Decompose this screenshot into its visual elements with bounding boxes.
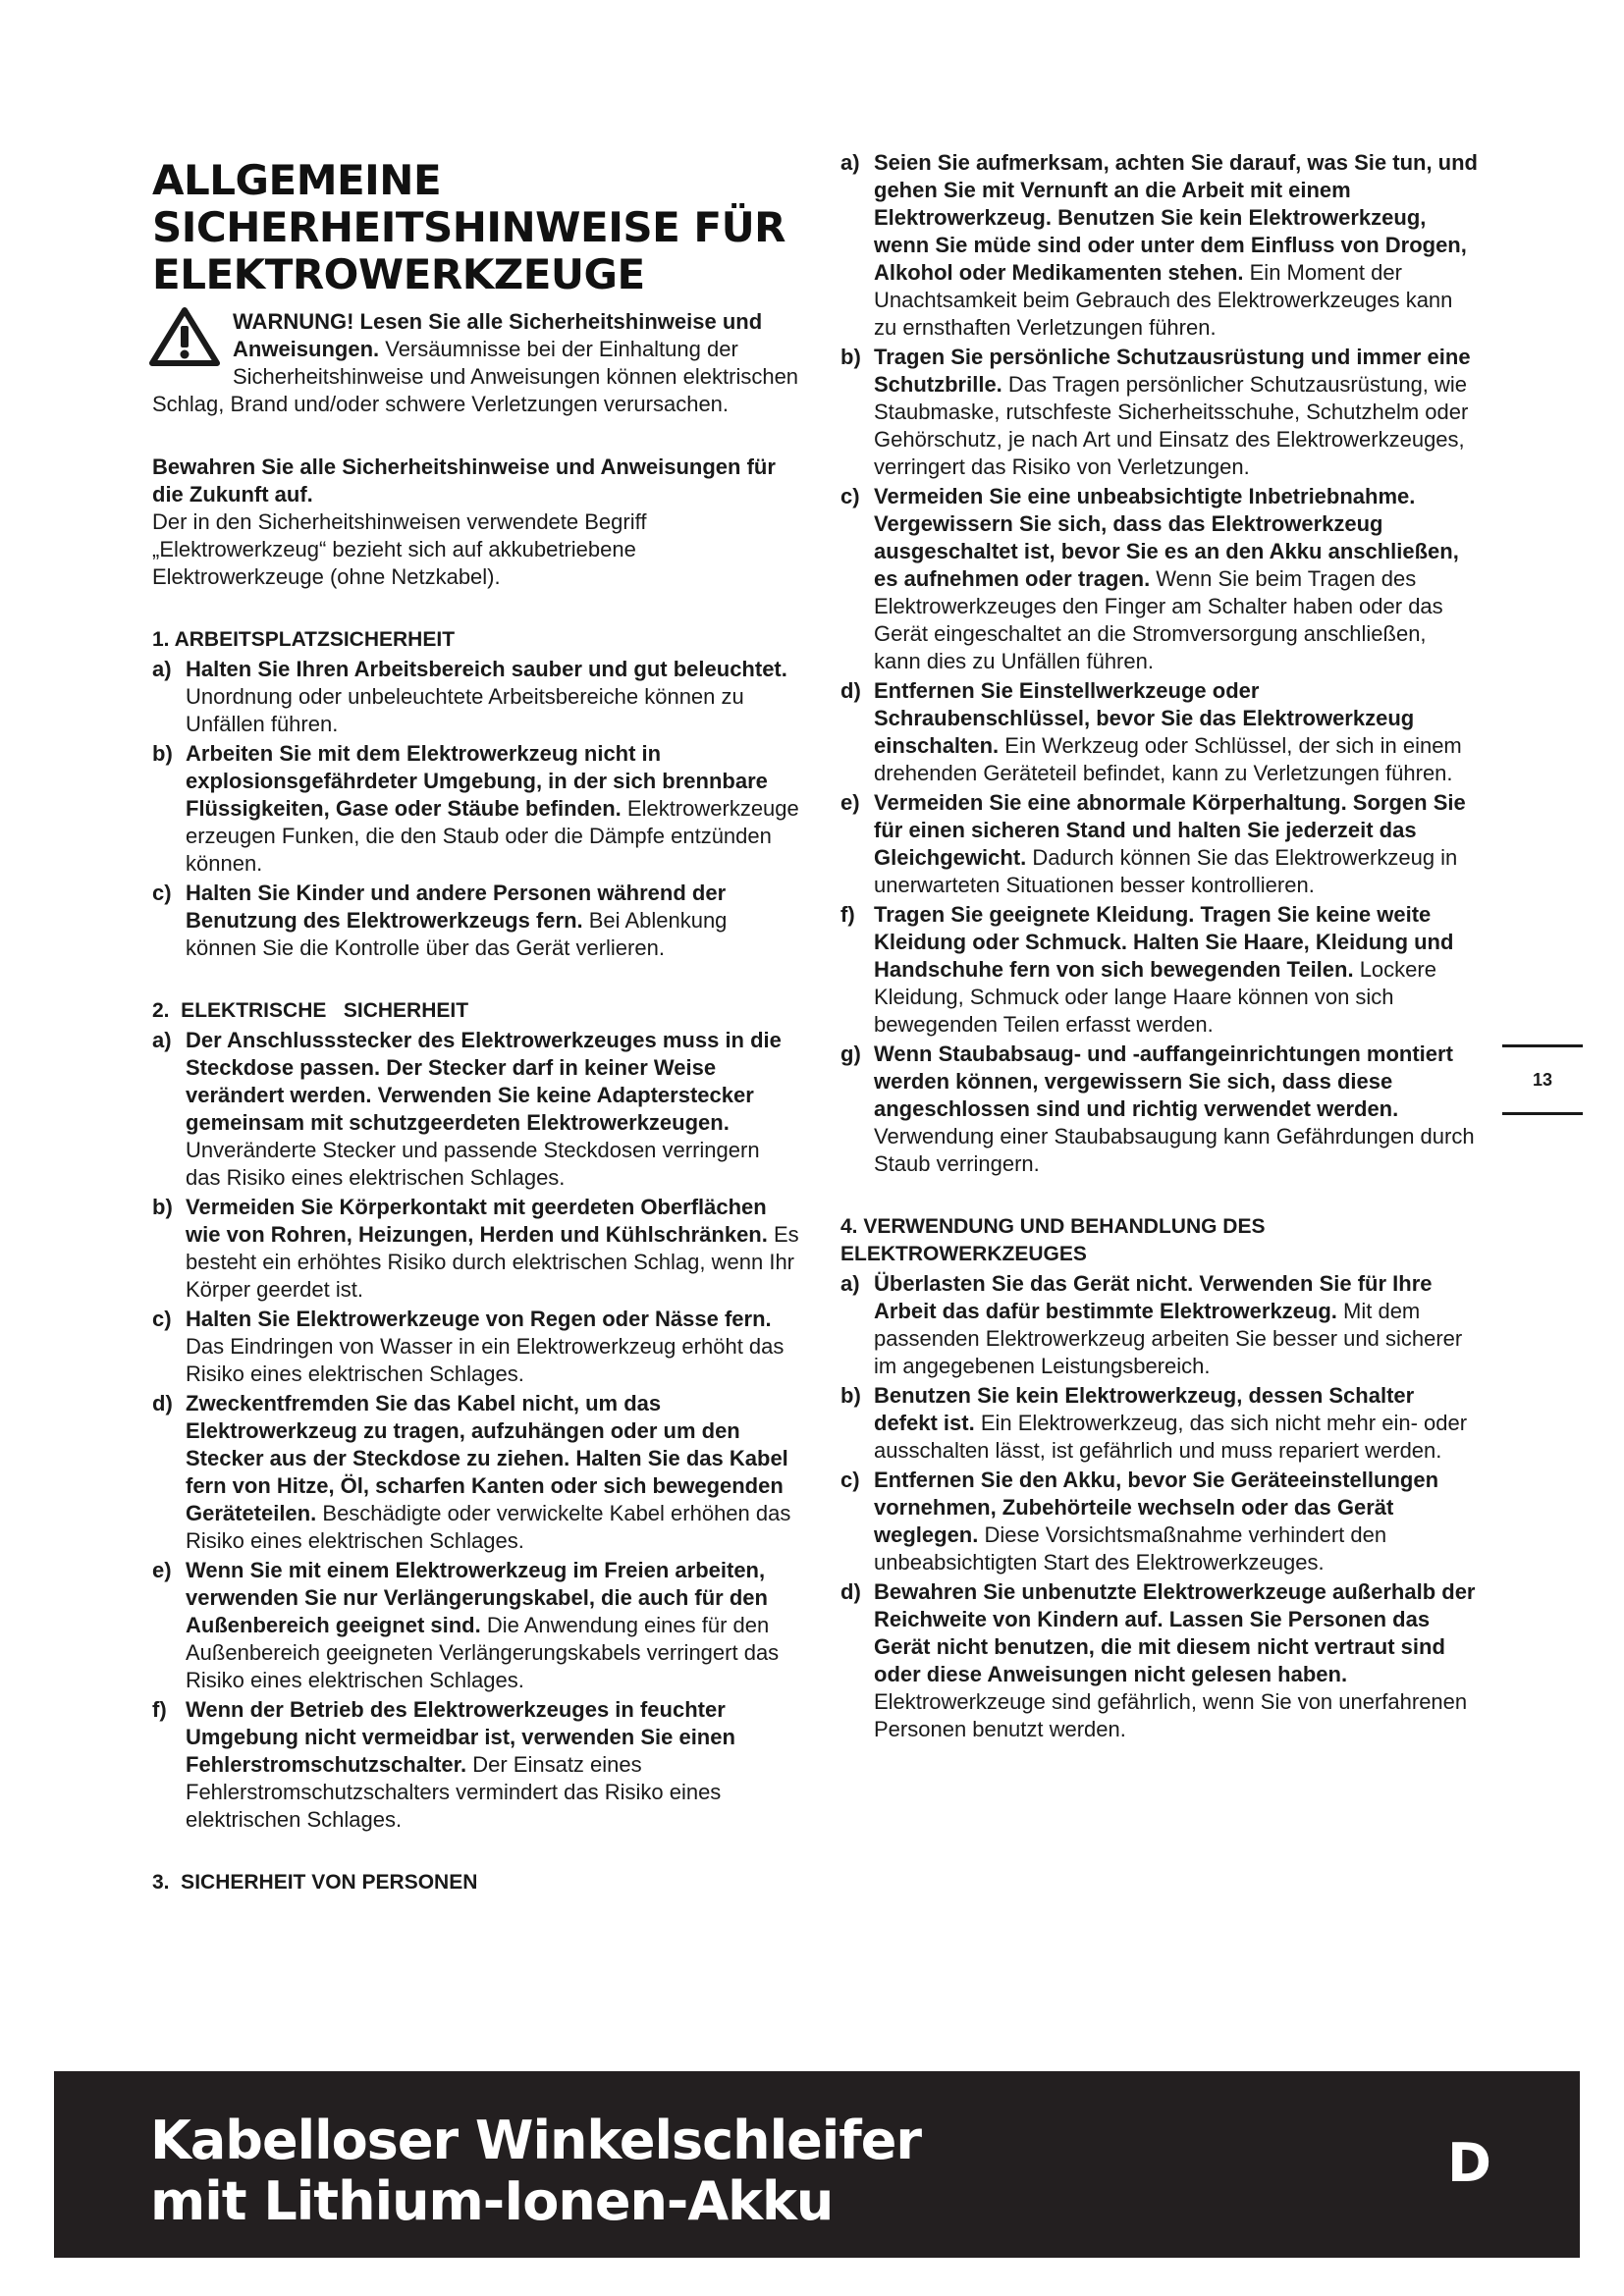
list-item xyxy=(152,656,800,738)
item-bold: Vermeiden Sie eine abnormale Körperhaltung. Sorgen Sie für einen sicheren Stand und halten Sie jederzeit das Gleichgewicht. xyxy=(874,790,1466,870)
item-text: Dadurch können Sie das Elektrowerkzeug in unerwarteten Situationen besser kontrollieren. xyxy=(874,845,1458,897)
footer-banner xyxy=(54,2071,1580,2258)
item-text: Ein Werkzeug oder Schlüssel, der sich in einem drehenden Geräteteil befindet, kann zu Verletzungen führen. xyxy=(874,733,1462,785)
list-item xyxy=(840,1041,1479,1178)
item-mark: a) xyxy=(840,150,860,175)
title-line: ALLGEMEINE xyxy=(152,156,442,204)
title-line: ELEKTROWERKZEUGE xyxy=(152,250,645,298)
item-bold: Bewahren Sie unbenutzte Elektrowerkzeuge außerhalb der Reichweite von Kindern auf. Lassen Sie Personen das Gerät nicht benutzen, die mit diesem nicht vertraut sind oder diese Anweisungen nicht gelesen haben. xyxy=(874,1579,1476,1686)
list-item xyxy=(840,1382,1479,1465)
item-bold: Halten Sie Kinder und andere Personen während der Benutzung des Elektrowerkzeugs fern. xyxy=(186,881,727,933)
item-text: Verwendung einer Staubabsaugung kann Gefährdungen durch Staub verringern. xyxy=(874,1124,1475,1176)
section-workplace-safety xyxy=(152,626,800,962)
item-bold: Wenn der Betrieb des Elektrowerkzeuges in feuchter Umgebung nicht vermeidbar ist, verwenden Sie einen Fehlerstromschutzschalter. xyxy=(186,1697,735,1777)
item-mark: a) xyxy=(152,657,172,681)
item-bold: Arbeiten Sie mit dem Elektrowerkzeug nicht in explosionsgefährdeter Umgebung, in der sich brennbare Flüssigkeiten, Gase oder Stäube befinden. xyxy=(186,741,768,821)
item-bold: Wenn Staubabsaug- und -auffangeinrichtungen montiert werden können, vergewissern Sie sich, dass diese angeschlossen sind und richtig verwendet werden. xyxy=(874,1041,1453,1121)
item-text: Es besteht ein erhöhtes Risiko durch elektrischen Schlag, wenn Ihr Körper geerdet ist. xyxy=(186,1222,799,1302)
item-text: Unveränderte Stecker und passende Steckdosen verringern das Risiko eines elektrischen Schlages. xyxy=(186,1138,760,1190)
section-electrical-safety xyxy=(152,997,800,1834)
item-text: Elektrowerkzeuge erzeugen Funken, die den Staub oder die Dämpfe entzünden können. xyxy=(186,796,799,876)
item-mark: c) xyxy=(840,1468,860,1492)
list-item xyxy=(152,1390,800,1555)
list-item xyxy=(152,1027,800,1192)
item-text: Unordnung oder unbeleuchtete Arbeitsbereiche können zu Unfällen führen. xyxy=(186,684,744,736)
section-heading-personal-safety: 3. SICHERHEIT VON PERSONEN xyxy=(152,1871,478,1894)
list-item xyxy=(152,1696,800,1834)
list-item xyxy=(152,1557,800,1694)
warning-detail: Versäumnisse bei der Einhaltung der Sicherheitshinweise und Anweisungen können elektrischen Schlag, Brand und/oder schwere Verletzungen verursachen. xyxy=(152,337,799,416)
item-bold: Vermeiden Sie Körperkontakt mit geerdeten Oberflächen wie von Rohren, Heizungen, Herden und Kühlschränken. xyxy=(186,1195,768,1247)
item-mark: a) xyxy=(152,1028,172,1052)
item-mark: b) xyxy=(840,345,861,369)
item-mark: f) xyxy=(840,902,855,927)
item-bold: Überlasten Sie das Gerät nicht. Verwenden Sie für Ihre Arbeit das dafür bestimmte Elektrowerkzeug. xyxy=(874,1271,1433,1323)
left-column xyxy=(152,147,800,1898)
product-title xyxy=(150,2110,921,2232)
right-column xyxy=(840,149,1479,1745)
list-item xyxy=(152,740,800,878)
item-bold: Tragen Sie geeignete Kleidung. Tragen Sie keine weite Kleidung oder Schmuck. Halten Sie Haare, Kleidung und Handschuhe fern von sich bewegenden Teilen. xyxy=(874,902,1454,982)
item-mark: b) xyxy=(840,1383,861,1408)
item-text: Wenn Sie beim Tragen des Elektrowerkzeuges den Finger am Schalter haben oder das Gerät eingeschaltet an die Stromversorgung anschließen, kann dies zu Unfällen führen. xyxy=(874,566,1443,673)
list-item xyxy=(152,1306,800,1388)
list-item xyxy=(840,344,1479,481)
item-text: Die Anwendung eines für den Außenbereich geeigneten Verlängerungskabels verringert das Risiko eines elektrischen Schlages. xyxy=(186,1613,780,1692)
item-bold: Zweckentfremden Sie das Kabel nicht, um das Elektrowerkzeug zu tragen, aufzuhängen oder um den Stecker aus der Steckdose zu ziehen. Halten Sie das Kabel fern von Hitze, Öl, scharfen Kanten oder sich bewegenden Geräteteilen. xyxy=(186,1391,788,1525)
item-mark: d) xyxy=(152,1391,173,1415)
item-text: Bei Ablenkung können Sie die Kontrolle über das Gerät verlieren. xyxy=(186,908,728,960)
item-text: Diese Vorsichtsmaßnahme verhindert den unbeabsichtigten Start des Elektrowerkzeuges. xyxy=(874,1522,1387,1575)
keep-instructions-block xyxy=(152,454,800,591)
item-mark: e) xyxy=(152,1558,172,1582)
item-bold: Wenn Sie mit einem Elektrowerkzeug im Freien arbeiten, verwenden Sie nur Verlängerungskabel, die auch für den Außenbereich geeignet sind. xyxy=(186,1558,768,1637)
list-item xyxy=(840,789,1479,899)
item-bold: Seien Sie aufmerksam, achten Sie darauf, was Sie tun, und gehen Sie mit Vernunft an die Arbeit mit einem Elektrowerkzeug. Benutzen Sie kein Elektrowerkzeug, wenn Sie müde sind oder unter dem Einfluss von Drogen, Alkohol oder Medikamenten stehen. xyxy=(874,150,1478,285)
item-text: Der Einsatz eines Fehlerstromschutzschalters vermindert das Risiko eines elektrischen Schlages. xyxy=(186,1752,722,1832)
item-text: Ein Moment der Unachtsamkeit beim Gebrauch des Elektrowerkzeuges kann zu ernsthaften Verletzungen führen. xyxy=(874,260,1453,340)
keep-instructions-bold: Bewahren Sie alle Sicherheitshinweise und Anweisungen für die Zukunft auf. xyxy=(152,454,776,507)
keep-instructions-text: Der in den Sicherheitshinweisen verwendete Begriff „Elektrowerkzeug“ bezieht sich auf akkubetriebene Elektrowerkzeuge (ohne Netzkabel). xyxy=(152,509,647,589)
list-item xyxy=(152,1194,800,1304)
item-mark: f) xyxy=(152,1697,167,1722)
item-mark: c) xyxy=(152,881,172,905)
item-bold: Entfernen Sie Einstellwerkzeuge oder Schraubenschlüssel, bevor Sie das Elektrowerkzeug einschalten. xyxy=(874,678,1415,758)
section-heading: 4. VERWENDUNG UND BEHANDLUNG DES ELEKTROWERKZEUGES xyxy=(840,1215,1266,1265)
item-mark: c) xyxy=(840,484,860,508)
item-bold: Benutzen Sie kein Elektrowerkzeug, dessen Schalter defekt ist. xyxy=(874,1383,1415,1435)
page-title xyxy=(152,157,800,298)
item-mark: d) xyxy=(840,678,861,703)
page-number: 13 xyxy=(1532,1069,1553,1090)
item-bold: Tragen Sie persönliche Schutzausrüstung und immer eine Schutzbrille. xyxy=(874,345,1471,397)
item-mark: b) xyxy=(152,1195,173,1219)
item-mark: b) xyxy=(152,741,173,766)
item-text: Elektrowerkzeuge sind gefährlich, wenn Sie von unerfahrenen Personen benutzt werden. xyxy=(874,1689,1468,1741)
warning-block xyxy=(152,308,800,418)
warning-text xyxy=(152,308,800,418)
page-number-tab xyxy=(1502,1044,1583,1115)
section-personal-safety xyxy=(840,149,1479,1178)
item-mark: e) xyxy=(840,790,860,815)
list-item xyxy=(840,677,1479,787)
section-heading: 2. ELEKTRISCHE SICHERHEIT xyxy=(152,999,469,1022)
item-bold: Der Anschlussstecker des Elektrowerkzeuges muss in die Steckdose passen. Der Stecker darf in keiner Weise verändert werden. Verwenden Sie keine Adapterstecker gemeinsam mit schutzgeerdeten Elektrowerkzeugen. xyxy=(186,1028,782,1135)
warning-triangle-icon xyxy=(148,306,221,367)
section-tool-use-and-care xyxy=(840,1213,1479,1743)
item-text: Beschädigte oder verwickelte Kabel erhöhen das Risiko eines elektrischen Schlages. xyxy=(186,1501,791,1553)
item-text: Mit dem passenden Elektrowerkzeug arbeiten Sie besser und sicherer im angegebenen Leistungsbereich. xyxy=(874,1299,1463,1378)
item-bold: Halten Sie Ihren Arbeitsbereich sauber und gut beleuchtet. xyxy=(186,657,787,681)
item-text: Ein Elektrowerkzeug, das sich nicht mehr ein- oder ausschalten lässt, ist gefährlich und muss repariert werden. xyxy=(874,1411,1468,1463)
item-text: Das Eindringen von Wasser in ein Elektrowerkzeug erhöht das Risiko eines elektrischen Schlages. xyxy=(186,1334,785,1386)
warning-bold: WARNUNG! Lesen Sie alle Sicherheitshinweise und Anweisungen. xyxy=(233,309,763,361)
language-code: D xyxy=(1447,2132,1491,2194)
item-bold: Entfernen Sie den Akku, bevor Sie Geräteeinstellungen vornehmen, Zubehörteile wechseln oder das Gerät weglegen. xyxy=(874,1468,1439,1547)
item-bold: Vermeiden Sie eine unbeabsichtigte Inbetriebnahme. Vergewissern Sie sich, dass das Elektrowerkzeug ausgeschaltet ist, bevor Sie es an den Akku anschließen, es aufnehmen oder tragen. xyxy=(874,484,1459,591)
item-text: Lockere Kleidung, Schmuck oder lange Haare können von sich bewegenden Teilen erfasst werden. xyxy=(874,957,1436,1037)
list-item xyxy=(840,1578,1479,1743)
list-item xyxy=(840,149,1479,342)
item-mark: d) xyxy=(840,1579,861,1604)
list-item xyxy=(840,1467,1479,1576)
item-mark: c) xyxy=(152,1307,172,1331)
list-item xyxy=(840,1270,1479,1380)
product-title-line: Kabelloser Winkelschleifer xyxy=(150,2109,921,2171)
list-item xyxy=(840,483,1479,675)
list-item xyxy=(840,901,1479,1039)
item-bold: Halten Sie Elektrowerkzeuge von Regen oder Nässe fern. xyxy=(186,1307,772,1331)
section-heading: 1. ARBEITSPLATZSICHERHEIT xyxy=(152,628,456,651)
list-item xyxy=(152,880,800,962)
item-text: Das Tragen persönlicher Schutzausrüstung, wie Staubmaske, rutschfeste Sicherheitsschuhe, Schutzhelm oder Gehörschutz, je nach Art und Einsatz des Elektrowerkzeuges, verringert das Risiko von Verletzungen. xyxy=(874,372,1469,479)
item-mark: g) xyxy=(840,1041,861,1066)
product-title-line: mit Lithium-Ionen-Akku xyxy=(150,2170,834,2232)
item-mark: a) xyxy=(840,1271,860,1296)
title-line: SICHERHEITSHINWEISE FÜR xyxy=(152,203,786,251)
